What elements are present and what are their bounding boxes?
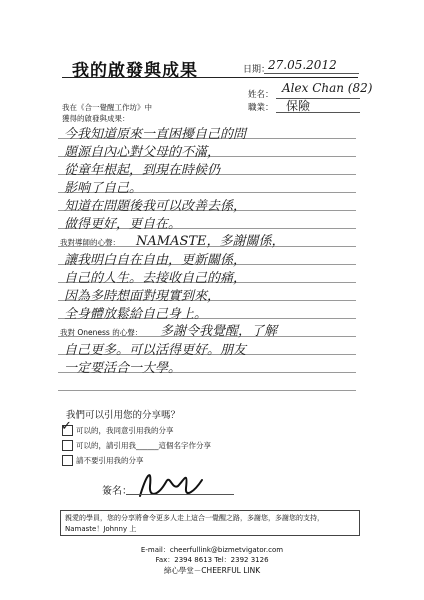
job-value: 保險 — [286, 99, 311, 113]
date-underline — [264, 73, 359, 74]
header-divider — [62, 77, 358, 78]
share-question: 我們可以引用您的分享嗎？ — [66, 410, 181, 421]
handwriting-line: 題源自內心對父母的不滿， — [64, 145, 221, 160]
handwriting-line: 一定要活合一大學。 — [64, 361, 182, 376]
handwriting-line: 知道在問題後我可以改善去係， — [64, 199, 247, 214]
handwriting-line: 自己的人生。去接收自己的痛， — [64, 271, 247, 286]
handwriting-line: 做得更好，更自在。 — [64, 217, 182, 232]
handwriting-line: NAMASTE，多謝關係， — [136, 234, 285, 249]
handwriting-line: 影响了自己。 — [64, 181, 143, 196]
signature-mark — [128, 456, 238, 506]
blessing-label: 我對導師的心聲： — [60, 238, 120, 247]
footer-email: E-mail：cheerfullink@bizmetvigator.com — [140, 546, 284, 554]
handwriting-line: 讓我明白自在自由，更新關係， — [64, 253, 247, 268]
thanks-line-1: 親愛的學員，您的分享將會令更多人走上這合一覺醒之路，多謝您，多謝您的支持， — [65, 514, 324, 522]
thanks-line-2: Namaste！Johnny 上 — [65, 525, 137, 533]
handwriting-line: 全身體放鬆給自己身上。 — [64, 307, 208, 322]
signature-label: 簽名： — [102, 486, 132, 497]
oneness-label: 我對 Oneness 的心聲： — [60, 328, 143, 337]
share-option-label: 可以的，請引用我______這個名字作分享 — [76, 441, 211, 450]
name-label: 姓名： — [248, 90, 274, 100]
job-label: 職業： — [248, 103, 274, 113]
check-mark-icon: ✓ — [61, 419, 72, 434]
date-label: 日期： — [243, 65, 271, 75]
intro-line-1: 我在《合一覺醒工作坊》中 — [62, 103, 152, 112]
date-value: 27.05.2012 — [268, 58, 337, 72]
footer-phone: Fax：2394 8613 Tel：2392 3126 — [155, 556, 269, 564]
name-value: Alex Chan (82) — [282, 81, 373, 95]
handwriting-line: 自己更多。可以活得更好。朋友 — [64, 343, 247, 358]
checkbox[interactable] — [62, 440, 73, 451]
intro-line-2: 獲得的啟發與成果： — [62, 114, 130, 123]
footer-org: 締心學堂－CHEERFUL LINK — [163, 566, 261, 575]
handwriting-line: 從童年根起，到現在時候仍 — [64, 163, 221, 178]
share-option-label: 可以的，我同意引用我的分享 — [76, 426, 174, 435]
thanks-box — [60, 510, 360, 536]
page-title: 我的啟發與成果 — [72, 61, 198, 81]
job-underline — [276, 112, 360, 113]
signature-underline — [126, 494, 234, 495]
ruled-line — [58, 390, 356, 391]
handwriting-line: 因為多時想面對現實到來， — [64, 289, 221, 304]
handwriting-line: 多謝令我覺醒，了解 — [160, 324, 278, 339]
handwriting-line: 今我知道原來一直困擾自己的問 — [64, 127, 247, 142]
checkbox[interactable] — [62, 455, 73, 466]
share-option-label: 請不要引用我的分享 — [76, 456, 144, 465]
